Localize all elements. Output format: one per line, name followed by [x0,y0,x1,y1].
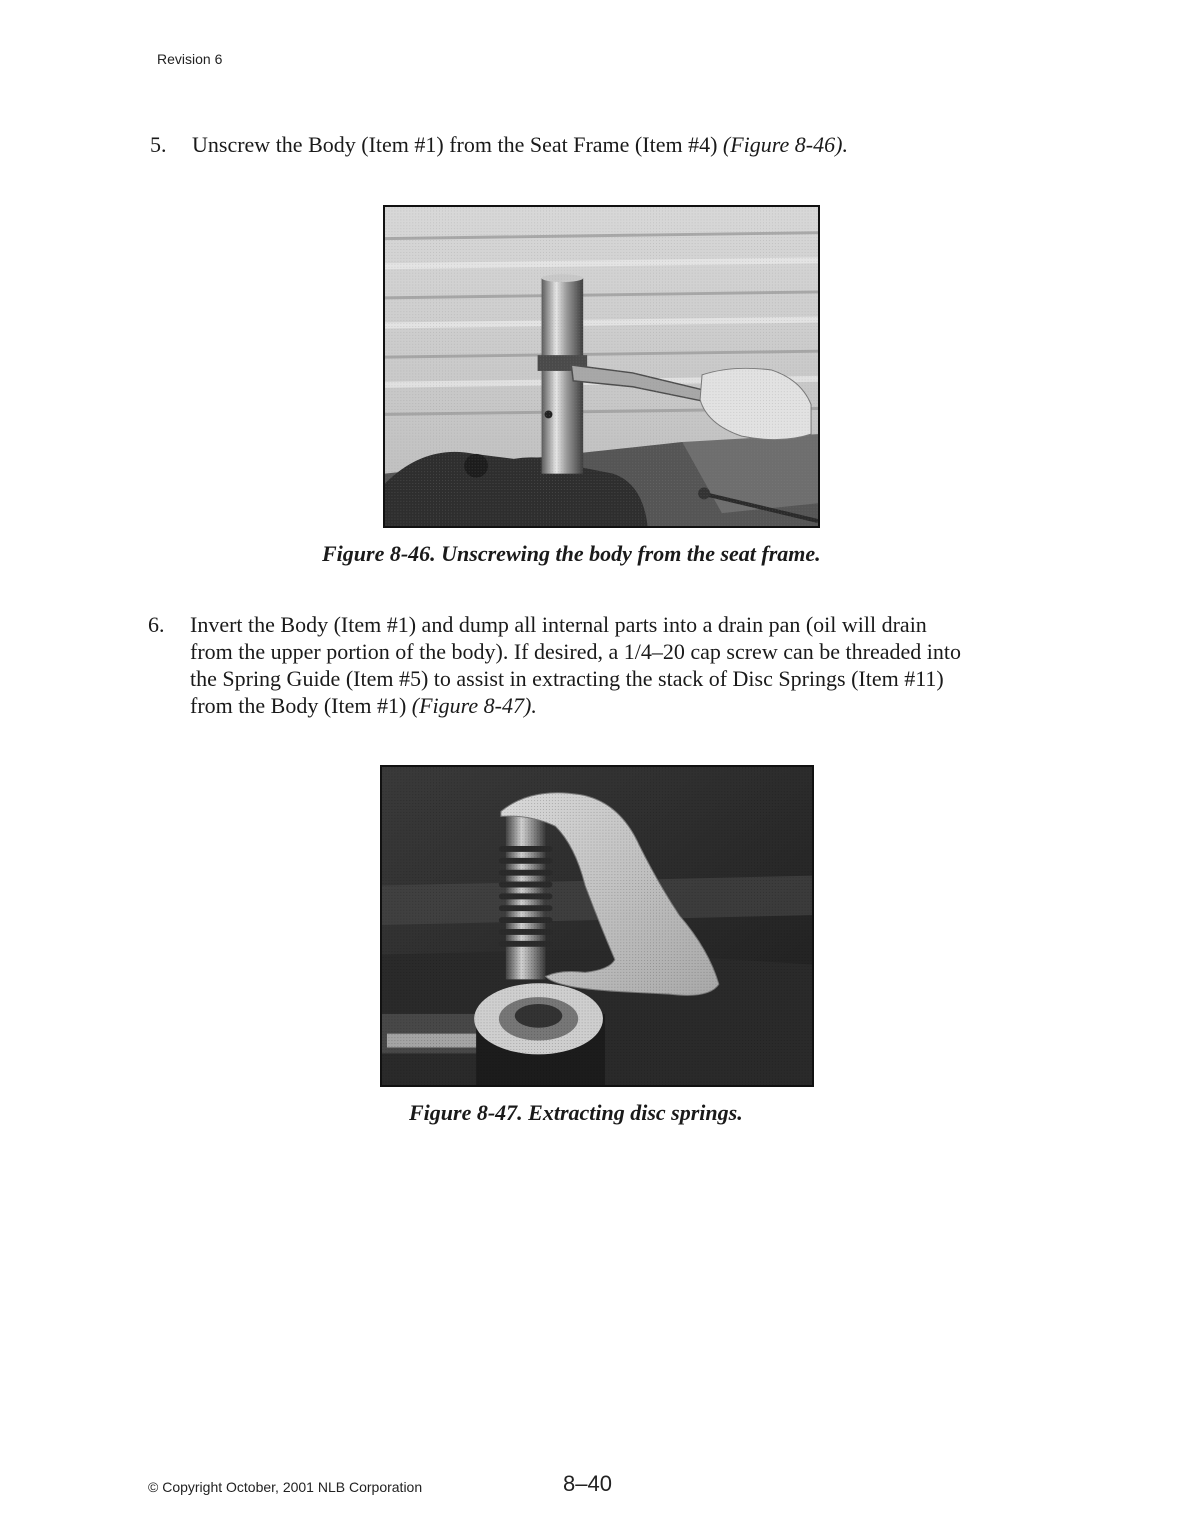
step-number: 5. [150,132,167,157]
step-text [190,611,1070,719]
figure-8-47-caption: Figure 8-47. Extracting disc springs. [409,1100,743,1125]
revision-label: Revision 6 [157,51,223,67]
step-instruction: Unscrew the Body (Item #1) from the Seat Frame (Item #4) [192,132,718,157]
step-text [192,131,848,158]
page-number: 8–40 [563,1471,612,1496]
step-instruction: from the Body (Item #1) [190,693,407,718]
figure-reference: (Figure 8-47). [411,693,537,718]
figure-8-46-caption: Figure 8-46. Unscrewing the body from the seat frame. [322,541,821,566]
step-line: the Spring Guide (Item #5) to assist in extracting the stack of Disc Springs (Item #11) [190,666,944,691]
copyright-notice: © Copyright October, 2001 NLB Corporation [148,1479,423,1495]
figure-8-46-photo [383,205,820,528]
step-number: 6. [148,612,165,637]
step-line-last [190,692,1070,719]
figure-reference: (Figure 8-46). [722,132,848,157]
step-line: from the upper portion of the body). If desired, a 1/4–20 cap screw can be threaded into [190,639,961,664]
step-line: Invert the Body (Item #1) and dump all internal parts into a drain pan (oil will drain [190,612,927,637]
figure-8-47-photo [380,765,814,1087]
